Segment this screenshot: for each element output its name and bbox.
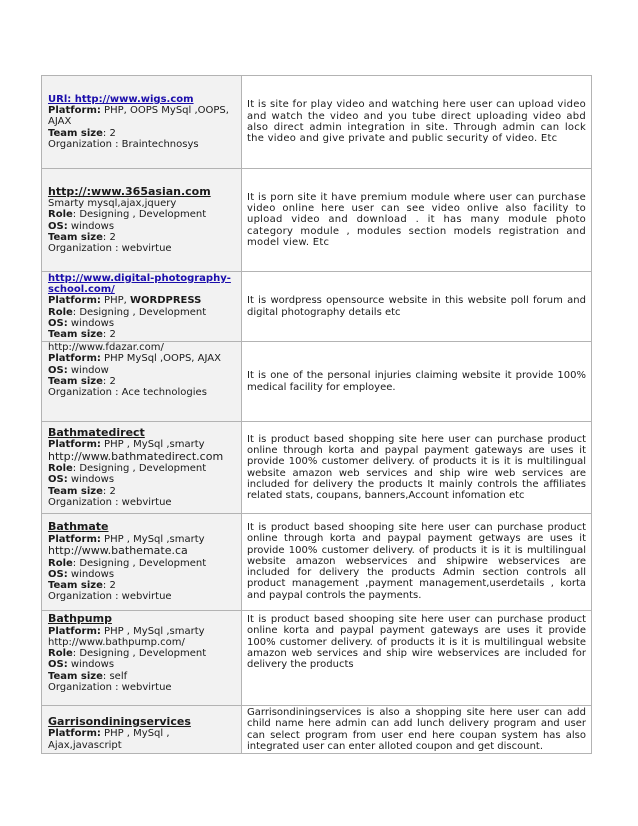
role-value: : Designing , Development [72, 209, 207, 221]
project-info-cell [42, 169, 242, 272]
platform-value-cont: Ajax,javascript [48, 739, 122, 751]
project-site-url: http://www.bathmatedirect.com [48, 449, 224, 463]
role-label: Role [48, 557, 73, 569]
team-size-label: Team size [48, 329, 103, 341]
organization-text: Organization : webvirtue [48, 496, 172, 508]
platform-label: Platform: [48, 728, 101, 740]
team-size-value: : self [102, 670, 128, 682]
organization-text: Organization : Braintechnosys [48, 138, 199, 150]
role-value: : Designing , Development [72, 463, 207, 475]
os-value: windows [67, 474, 115, 486]
platform-value: PHP , MySql ,smarty [100, 439, 205, 451]
project-info-cell [42, 272, 242, 342]
os-value: windows [67, 659, 115, 671]
platform-value: PHP , MySql , [100, 728, 170, 740]
project-site-url: http://www.fdazar.com/ [48, 342, 164, 353]
role-label: Role [48, 306, 73, 318]
project-description-cell [242, 611, 592, 706]
os-value: windows [67, 568, 115, 580]
os-value: windows [67, 317, 115, 329]
organization-text: Organization : webvirtue [48, 681, 172, 693]
team-size-label: Team size [48, 231, 103, 243]
team-size-label: Team size [48, 580, 103, 592]
project-row [42, 611, 592, 706]
platform-label: Platform: [48, 105, 101, 117]
project-description: It is site for play video and watching here user can upload video and watch the video and you tube direct uploading video abd also direct admin integration in site. Through admin can lock the video and give private and public security of video. Etc [247, 99, 586, 145]
project-row [42, 422, 592, 514]
platform-value: PHP , MySql ,smarty [100, 533, 205, 545]
platform-value-cont: AJAX [48, 116, 72, 128]
platform-label: Platform: [48, 625, 101, 637]
team-size-label: Team size [48, 670, 103, 682]
project-description: It is one of the personal injuries claiming website it provide 100% medical facility for employee. [247, 370, 586, 393]
team-size-value: : 2 [102, 127, 116, 139]
role-label: Role [48, 648, 73, 660]
project-info-cell [42, 514, 242, 611]
project-title: http://:www.365asian.com [48, 184, 211, 198]
team-size-value: : 2 [102, 375, 116, 387]
project-description: It is product based shopping site here user can purchase product online through korta and paypal payment gateways are uses it provide 100% customer delivery. of products it is it is multilingual website amazon web services and ship wire web services are included for delivery the products It mainly controls the affiliates related stats, coupans, banners,Account infomation etc [247, 433, 586, 502]
platform-value: PHP, OOPS MySql ,OOPS, [100, 105, 229, 117]
project-description: It is wordpress opensource website in this website poll forum and digital photography details etc [247, 295, 586, 318]
project-info-cell [42, 706, 242, 754]
project-description-cell [242, 514, 592, 611]
platform-label: Platform: [48, 295, 101, 307]
os-label: OS: [48, 317, 68, 329]
project-site-url: http://www.bathemate.ca [48, 544, 188, 558]
team-size-value: : 2 [102, 231, 116, 243]
project-title: Bathmate [48, 520, 109, 534]
project-title: Bathpump [48, 612, 112, 625]
os-label: OS: [48, 659, 68, 671]
project-description: Garrisondiningservices is also a shopping site here user can add child name here admin can add lunch delivery program and user can select program from user end here coupan system has also integrated user can enter alloted coupon and get discount. [247, 706, 586, 752]
project-description-cell [242, 169, 592, 272]
os-label: OS: [48, 220, 68, 232]
platform-label: Platform: [48, 439, 101, 451]
project-row [42, 342, 592, 422]
organization-text: Organization : webvirtue [48, 591, 172, 603]
project-description: It is product based shooping site here user can purchase product online korta and paypal payment gateways are uses it provide 100% customer delivery. of products it is it is multilingual website amazon web services and ship wire webservices are included for delivery the products [247, 614, 586, 671]
project-description-cell [242, 342, 592, 422]
project-description-cell [242, 706, 592, 754]
os-label: OS: [48, 364, 68, 376]
platform-value-bold: WORDPRESS [129, 295, 202, 307]
os-value: window [67, 364, 109, 376]
platform-value: PHP , MySql ,smarty [100, 625, 205, 637]
project-row [42, 272, 592, 342]
platform-label: Platform: [48, 353, 101, 365]
role-label: Role [48, 209, 73, 221]
project-url-link[interactable]: URl: http://www.wigs.com [48, 93, 194, 105]
project-title: Garrisondiningservices [48, 714, 191, 728]
project-description-cell [242, 422, 592, 514]
project-row [42, 514, 592, 611]
role-label: Role [48, 463, 73, 475]
os-label: OS: [48, 568, 68, 580]
role-value: : Designing , Development [72, 648, 207, 660]
project-info-cell [42, 422, 242, 514]
project-row [42, 76, 592, 169]
team-size-label: Team size [48, 127, 103, 139]
platform-value: PHP MySql ,OOPS, AJAX [100, 353, 221, 365]
project-title: Bathmatedirect [48, 425, 145, 439]
project-description-cell [242, 76, 592, 169]
os-label: OS: [48, 474, 68, 486]
role-value: : Designing , Development [72, 557, 207, 569]
project-site-url: http://www.bathpump.com/ [48, 636, 185, 648]
platform-value: PHP, [100, 295, 130, 307]
team-size-value: : 2 [102, 329, 116, 341]
project-url-link[interactable]: http://www.digital-photography- [48, 272, 231, 284]
team-size-label: Team size [48, 485, 103, 497]
team-size-value: : 2 [102, 580, 116, 592]
project-info-cell [42, 76, 242, 169]
project-row [42, 169, 592, 272]
platform-label: Platform: [48, 533, 101, 545]
team-size-label: Team size [48, 375, 103, 387]
project-description-cell [242, 272, 592, 342]
organization-text: Organization : webvirtue [48, 243, 172, 255]
os-value: windows [67, 220, 115, 232]
organization-text: Organization : Ace technologies [48, 387, 207, 399]
projects-table [41, 75, 592, 754]
tech-stack: Smarty mysql,ajax,jquery [48, 198, 177, 209]
project-info-cell [42, 342, 242, 422]
project-info-cell [42, 611, 242, 706]
project-description: It is product based shooping site here user can purchase product online through korta and paypal payment getways are uses it provide 100% customer delivery. of products it is it is multilingual website amazon webservices and shipwire webservices are included for delivery the products Admin section controls all product management ,payment management,userdetails , korta and paypal controls the payments. [247, 522, 586, 601]
team-size-value: : 2 [102, 485, 116, 497]
project-row [42, 706, 592, 754]
role-value: : Designing , Development [72, 306, 207, 318]
project-description: It is porn site it have premium module where user can purchase video online here user can see video onlive also facility to upload video and download . it has many module photo category module , modules section models registration and model view. Etc [247, 191, 586, 248]
project-url-link-cont[interactable]: school.com/ [48, 283, 115, 295]
